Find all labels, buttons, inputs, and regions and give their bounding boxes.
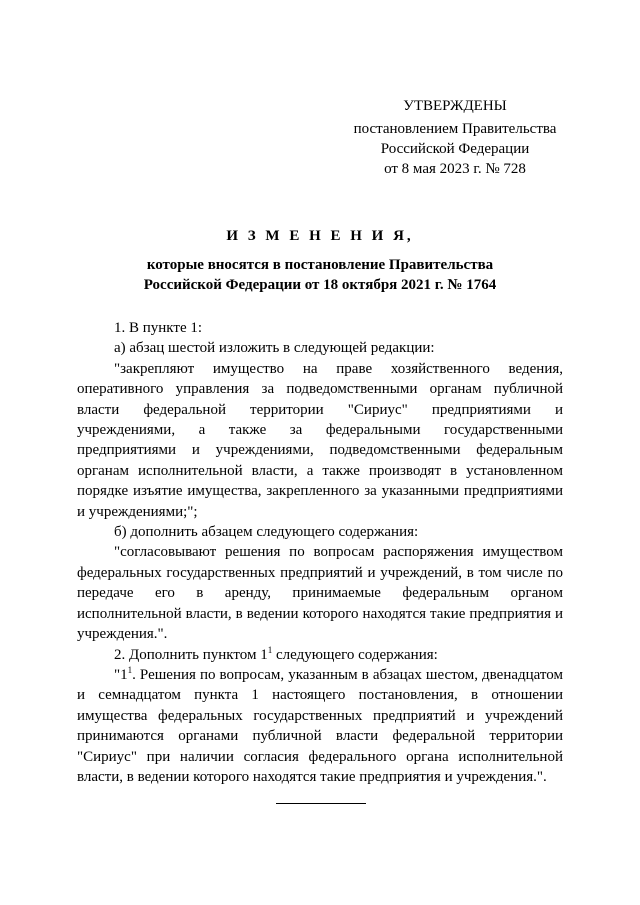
paragraph-6	[77, 645, 563, 665]
approval-line-3: от 8 мая 2023 г. № 728	[384, 161, 526, 177]
paragraph-6-text: 2. Дополнить пунктом 1	[114, 646, 268, 663]
paragraph-6-superscript: 1	[267, 644, 273, 655]
paragraph-6-text-end: следующего содержания:	[272, 646, 438, 663]
paragraph-1: 1. В пункте 1:	[114, 320, 203, 336]
paragraph-7-text: . Решения по вопросам, указанным в абзацах шестом, двенадцатом и семнадцатом пункта 1 настоящего постановления, в отношении имущества федеральных государственных предприятий и учреждений принимаются органами публичной власти федеральной территории "Сириус" при наличии согласия федерального органа исполнительной власти, в ведении которого находятся такие предприятия и учреждения.".	[77, 666, 563, 785]
subtitle-line-2: Российской Федерации от 18 октября 2021 г. № 1764	[143, 277, 497, 293]
document-subtitle	[80, 255, 560, 295]
paragraph-3: "закрепляют имущество на праве хозяйственного ведения, оперативного управления за подведомственными органам публичной власти федеральной территории "Сириус" предприятиями и учреждениями, а также за федеральными государственными предприятиями и учреждениями, подведомственными федеральным органам исполнительной власти, а также производят в установленном порядке изъятие имущества, закрепленного за указанными предприятиями и учреждениями;";	[77, 360, 563, 520]
approval-line-2: Российской Федерации	[380, 141, 530, 157]
paragraph-5: "согласовывают решения по вопросам распоряжения имуществом федеральных государственных предприятий и учреждений, в том числе по передаче его в аренду, принимаемые федеральным органом исполнительной власти, в ведении которого находятся такие предприятия и учреждения.".	[77, 544, 563, 643]
paragraph-7-text-start: "1	[114, 666, 128, 683]
approval-line-1: постановлением Правительства	[353, 121, 557, 137]
approval-stamp	[330, 96, 580, 179]
document-title: И З М Е Н Е Н И Я,	[226, 228, 414, 244]
subtitle-line-1: которые вносятся в постановление Правительства	[146, 257, 494, 273]
approval-heading: УТВЕРЖДЕНЫ	[403, 98, 507, 114]
closing-rule	[276, 803, 366, 804]
paragraph-7	[77, 665, 563, 787]
document-body	[77, 318, 563, 787]
paragraph-4: б) дополнить абзацем следующего содержания:	[114, 524, 419, 541]
paragraph-7-superscript: 1	[127, 664, 133, 675]
paragraph-2: а) абзац шестой изложить в следующей редакции:	[114, 340, 435, 357]
